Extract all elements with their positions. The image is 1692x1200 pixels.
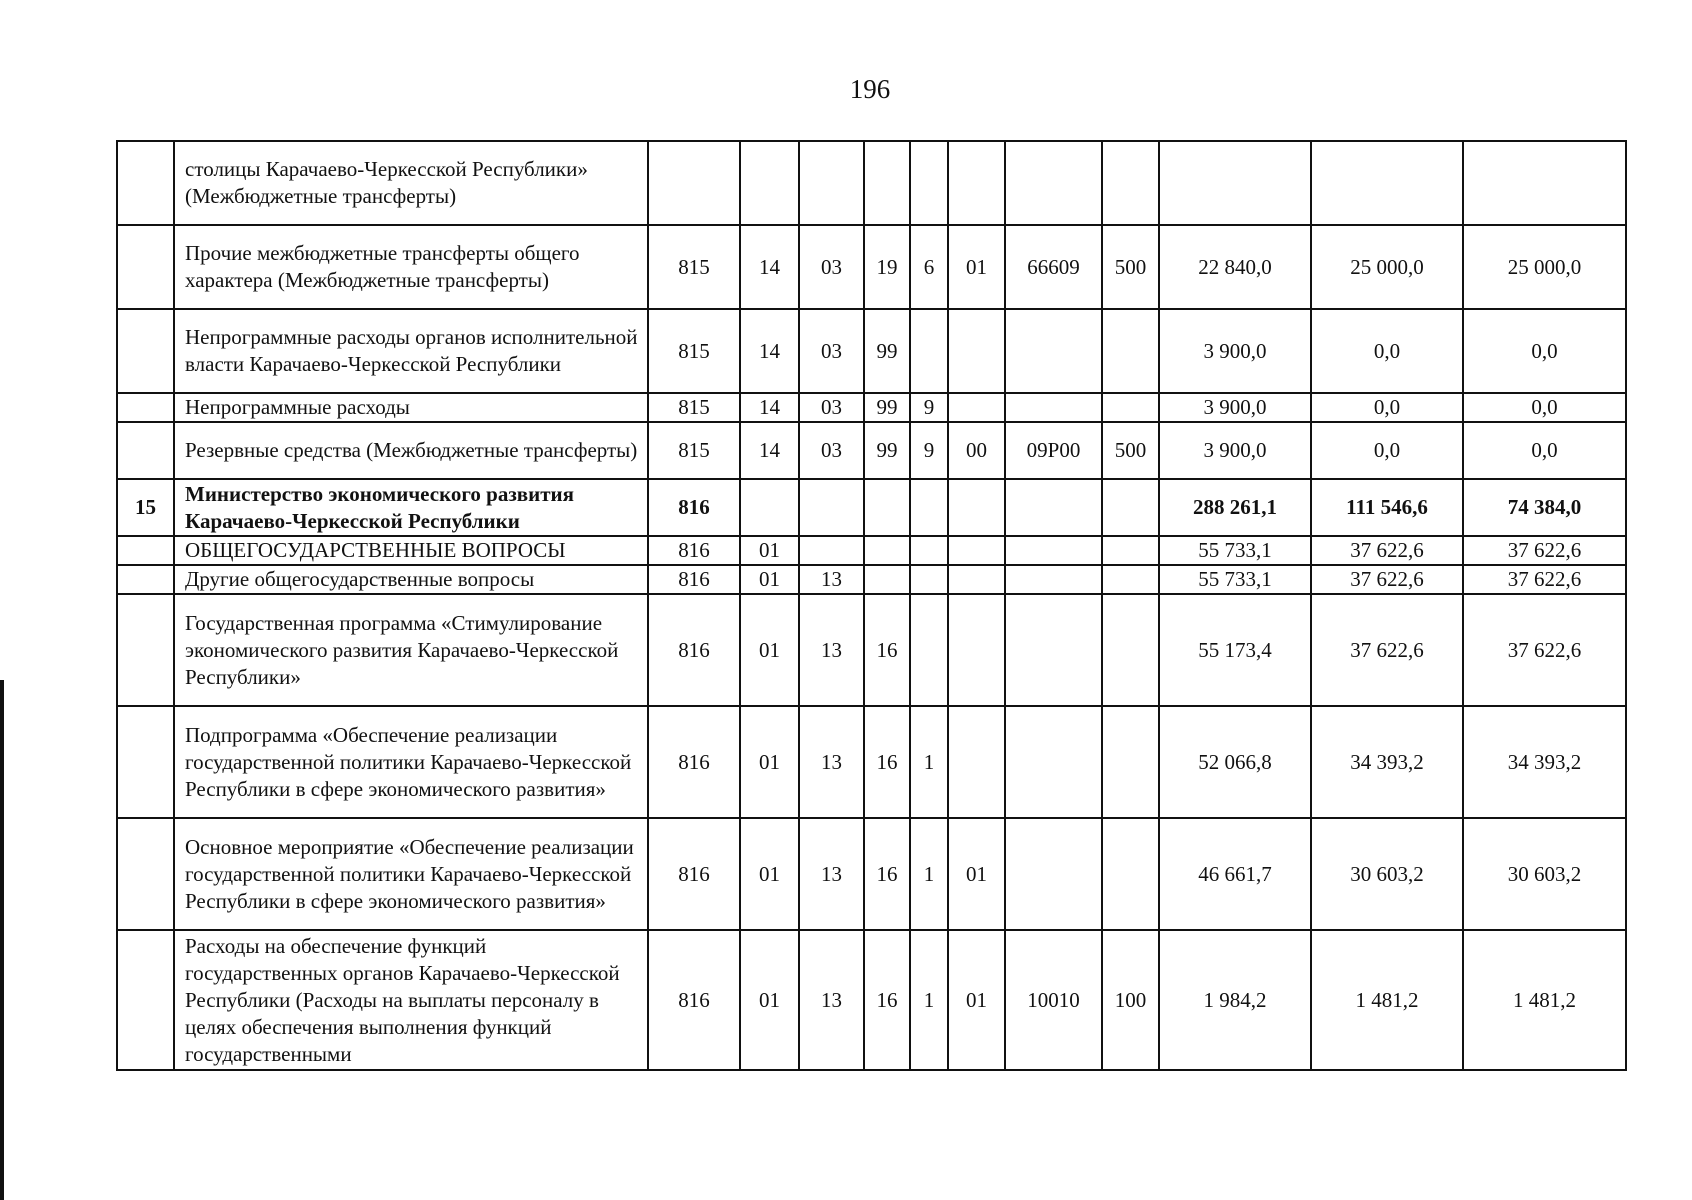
code-event: 00	[948, 422, 1005, 479]
code-direction	[1005, 706, 1102, 818]
row-name: Подпрограмма «Обеспечение реализации государственной политики Карачаево-Черкесской Республики в сфере экономического развития»	[174, 706, 648, 818]
amount-year-1: 22 840,0	[1159, 225, 1311, 309]
code-subprogram: 6	[910, 225, 948, 309]
row-number: 15	[117, 479, 174, 536]
row-number	[117, 930, 174, 1070]
code-subsection: 13	[799, 818, 864, 930]
table-row	[117, 422, 1626, 479]
code-expense-type	[1102, 594, 1159, 706]
code-subprogram	[910, 594, 948, 706]
row-number	[117, 565, 174, 594]
page-number: 196	[849, 74, 891, 104]
code-ministry: 816	[648, 930, 740, 1070]
code-direction	[1005, 393, 1102, 422]
amount-year-1	[1159, 141, 1311, 225]
code-subprogram	[910, 479, 948, 536]
code-ministry: 815	[648, 309, 740, 393]
code-section: 14	[740, 422, 799, 479]
code-ministry: 816	[648, 536, 740, 565]
code-program: 16	[864, 930, 910, 1070]
row-name: Резервные средства (Межбюджетные трансферты)	[174, 422, 648, 479]
row-number	[117, 393, 174, 422]
amount-year-2: 0,0	[1311, 309, 1463, 393]
code-expense-type	[1102, 706, 1159, 818]
code-ministry: 816	[648, 706, 740, 818]
code-subsection: 13	[799, 594, 864, 706]
amount-year-1: 55 173,4	[1159, 594, 1311, 706]
code-direction: 10010	[1005, 930, 1102, 1070]
amount-year-1: 3 900,0	[1159, 422, 1311, 479]
amount-year-1: 55 733,1	[1159, 565, 1311, 594]
code-section: 01	[740, 536, 799, 565]
code-section: 01	[740, 565, 799, 594]
code-program	[864, 479, 910, 536]
code-direction	[1005, 141, 1102, 225]
amount-year-1: 52 066,8	[1159, 706, 1311, 818]
code-expense-type	[1102, 479, 1159, 536]
code-direction: 09Р00	[1005, 422, 1102, 479]
code-subsection: 13	[799, 565, 864, 594]
code-subprogram	[910, 536, 948, 565]
row-number	[117, 818, 174, 930]
code-ministry: 815	[648, 225, 740, 309]
amount-year-1: 55 733,1	[1159, 536, 1311, 565]
row-name: Прочие межбюджетные трансферты общего характера (Межбюджетные трансферты)	[174, 225, 648, 309]
code-subprogram	[910, 141, 948, 225]
table-row	[117, 706, 1626, 818]
table-row	[117, 141, 1626, 225]
table-row	[117, 393, 1626, 422]
code-subsection	[799, 536, 864, 565]
code-ministry: 815	[648, 393, 740, 422]
code-subsection: 13	[799, 706, 864, 818]
code-expense-type	[1102, 818, 1159, 930]
code-expense-type: 500	[1102, 422, 1159, 479]
code-subsection: 13	[799, 930, 864, 1070]
code-event	[948, 594, 1005, 706]
table-row	[117, 818, 1626, 930]
table-row	[117, 225, 1626, 309]
code-expense-type: 500	[1102, 225, 1159, 309]
code-subprogram: 1	[910, 706, 948, 818]
code-section	[740, 479, 799, 536]
code-ministry	[648, 141, 740, 225]
code-section: 14	[740, 225, 799, 309]
budget-table	[116, 140, 1627, 1071]
code-event	[948, 141, 1005, 225]
row-name: Другие общегосударственные вопросы	[174, 565, 648, 594]
amount-year-1: 3 900,0	[1159, 309, 1311, 393]
code-subsection: 03	[799, 309, 864, 393]
code-program: 16	[864, 706, 910, 818]
code-section: 14	[740, 393, 799, 422]
row-number	[117, 706, 174, 818]
row-name: Основное мероприятие «Обеспечение реализации государственной политики Карачаево-Черкесской Республики в сфере экономического развития»	[174, 818, 648, 930]
code-section: 01	[740, 818, 799, 930]
row-number	[117, 536, 174, 565]
amount-year-3: 34 393,2	[1463, 706, 1626, 818]
table-row	[117, 309, 1626, 393]
code-section: 14	[740, 309, 799, 393]
row-number	[117, 422, 174, 479]
amount-year-2	[1311, 141, 1463, 225]
code-program: 19	[864, 225, 910, 309]
table-row	[117, 930, 1626, 1070]
code-subprogram: 9	[910, 393, 948, 422]
amount-year-3	[1463, 141, 1626, 225]
code-subprogram: 1	[910, 930, 948, 1070]
amount-year-2: 37 622,6	[1311, 594, 1463, 706]
amount-year-3: 0,0	[1463, 422, 1626, 479]
amount-year-3: 25 000,0	[1463, 225, 1626, 309]
amount-year-1: 46 661,7	[1159, 818, 1311, 930]
row-name: столицы Карачаево-Черкесской Республики» (Межбюджетные трансферты)	[174, 141, 648, 225]
amount-year-2: 111 546,6	[1311, 479, 1463, 536]
code-subprogram	[910, 309, 948, 393]
code-section	[740, 141, 799, 225]
amount-year-1: 3 900,0	[1159, 393, 1311, 422]
code-direction	[1005, 536, 1102, 565]
code-program	[864, 565, 910, 594]
code-program: 16	[864, 818, 910, 930]
code-subprogram: 1	[910, 818, 948, 930]
row-name: Министерство экономического развития Карачаево-Черкесской Республики	[174, 479, 648, 536]
code-ministry: 816	[648, 594, 740, 706]
amount-year-3: 0,0	[1463, 393, 1626, 422]
code-ministry: 816	[648, 565, 740, 594]
row-number	[117, 225, 174, 309]
amount-year-2: 1 481,2	[1311, 930, 1463, 1070]
amount-year-3: 37 622,6	[1463, 536, 1626, 565]
row-name: Непрограммные расходы	[174, 393, 648, 422]
code-subsection	[799, 141, 864, 225]
amount-year-2: 25 000,0	[1311, 225, 1463, 309]
code-event	[948, 706, 1005, 818]
amount-year-3: 1 481,2	[1463, 930, 1626, 1070]
amount-year-2: 0,0	[1311, 422, 1463, 479]
scan-edge-mark	[0, 680, 4, 1200]
code-expense-type	[1102, 393, 1159, 422]
code-direction	[1005, 479, 1102, 536]
code-program: 99	[864, 422, 910, 479]
code-event: 01	[948, 930, 1005, 1070]
code-event	[948, 479, 1005, 536]
code-subsection: 03	[799, 225, 864, 309]
code-expense-type	[1102, 565, 1159, 594]
table-row	[117, 479, 1626, 536]
amount-year-3: 30 603,2	[1463, 818, 1626, 930]
code-section: 01	[740, 594, 799, 706]
amount-year-3: 37 622,6	[1463, 565, 1626, 594]
code-event	[948, 536, 1005, 565]
amount-year-2: 34 393,2	[1311, 706, 1463, 818]
table-row	[117, 536, 1626, 565]
code-ministry: 815	[648, 422, 740, 479]
table-row	[117, 565, 1626, 594]
code-event	[948, 565, 1005, 594]
code-direction	[1005, 309, 1102, 393]
code-expense-type	[1102, 141, 1159, 225]
code-subprogram	[910, 565, 948, 594]
code-direction: 66609	[1005, 225, 1102, 309]
amount-year-1: 288 261,1	[1159, 479, 1311, 536]
code-direction	[1005, 594, 1102, 706]
row-number	[117, 141, 174, 225]
row-name: Непрограммные расходы органов исполнительной власти Карачаево-Черкесской Республики	[174, 309, 648, 393]
table-row	[117, 594, 1626, 706]
amount-year-3: 37 622,6	[1463, 594, 1626, 706]
code-expense-type	[1102, 309, 1159, 393]
row-number	[117, 309, 174, 393]
amount-year-2: 30 603,2	[1311, 818, 1463, 930]
amount-year-3: 0,0	[1463, 309, 1626, 393]
code-section: 01	[740, 930, 799, 1070]
code-event: 01	[948, 225, 1005, 309]
code-subsection: 03	[799, 422, 864, 479]
code-program: 16	[864, 594, 910, 706]
row-name: ОБЩЕГОСУДАРСТВЕННЫЕ ВОПРОСЫ	[174, 536, 648, 565]
code-section: 01	[740, 706, 799, 818]
code-subprogram: 9	[910, 422, 948, 479]
code-program: 99	[864, 309, 910, 393]
code-expense-type: 100	[1102, 930, 1159, 1070]
code-subsection: 03	[799, 393, 864, 422]
code-ministry: 816	[648, 818, 740, 930]
code-subsection	[799, 479, 864, 536]
code-direction	[1005, 818, 1102, 930]
code-event: 01	[948, 818, 1005, 930]
amount-year-2: 37 622,6	[1311, 565, 1463, 594]
amount-year-1: 1 984,2	[1159, 930, 1311, 1070]
code-expense-type	[1102, 536, 1159, 565]
code-direction	[1005, 565, 1102, 594]
amount-year-2: 0,0	[1311, 393, 1463, 422]
code-ministry: 816	[648, 479, 740, 536]
row-name: Расходы на обеспечение функций государственных органов Карачаево-Черкесской Республики (Расходы на выплаты персоналу в целях обеспечения выполнения функций государственными	[174, 930, 648, 1070]
code-program: 99	[864, 393, 910, 422]
code-program	[864, 536, 910, 565]
amount-year-2: 37 622,6	[1311, 536, 1463, 565]
code-program	[864, 141, 910, 225]
code-event	[948, 393, 1005, 422]
row-number	[117, 594, 174, 706]
code-event	[948, 309, 1005, 393]
row-name: Государственная программа «Стимулирование экономического развития Карачаево-Черкесской Республики»	[174, 594, 648, 706]
amount-year-3: 74 384,0	[1463, 479, 1626, 536]
